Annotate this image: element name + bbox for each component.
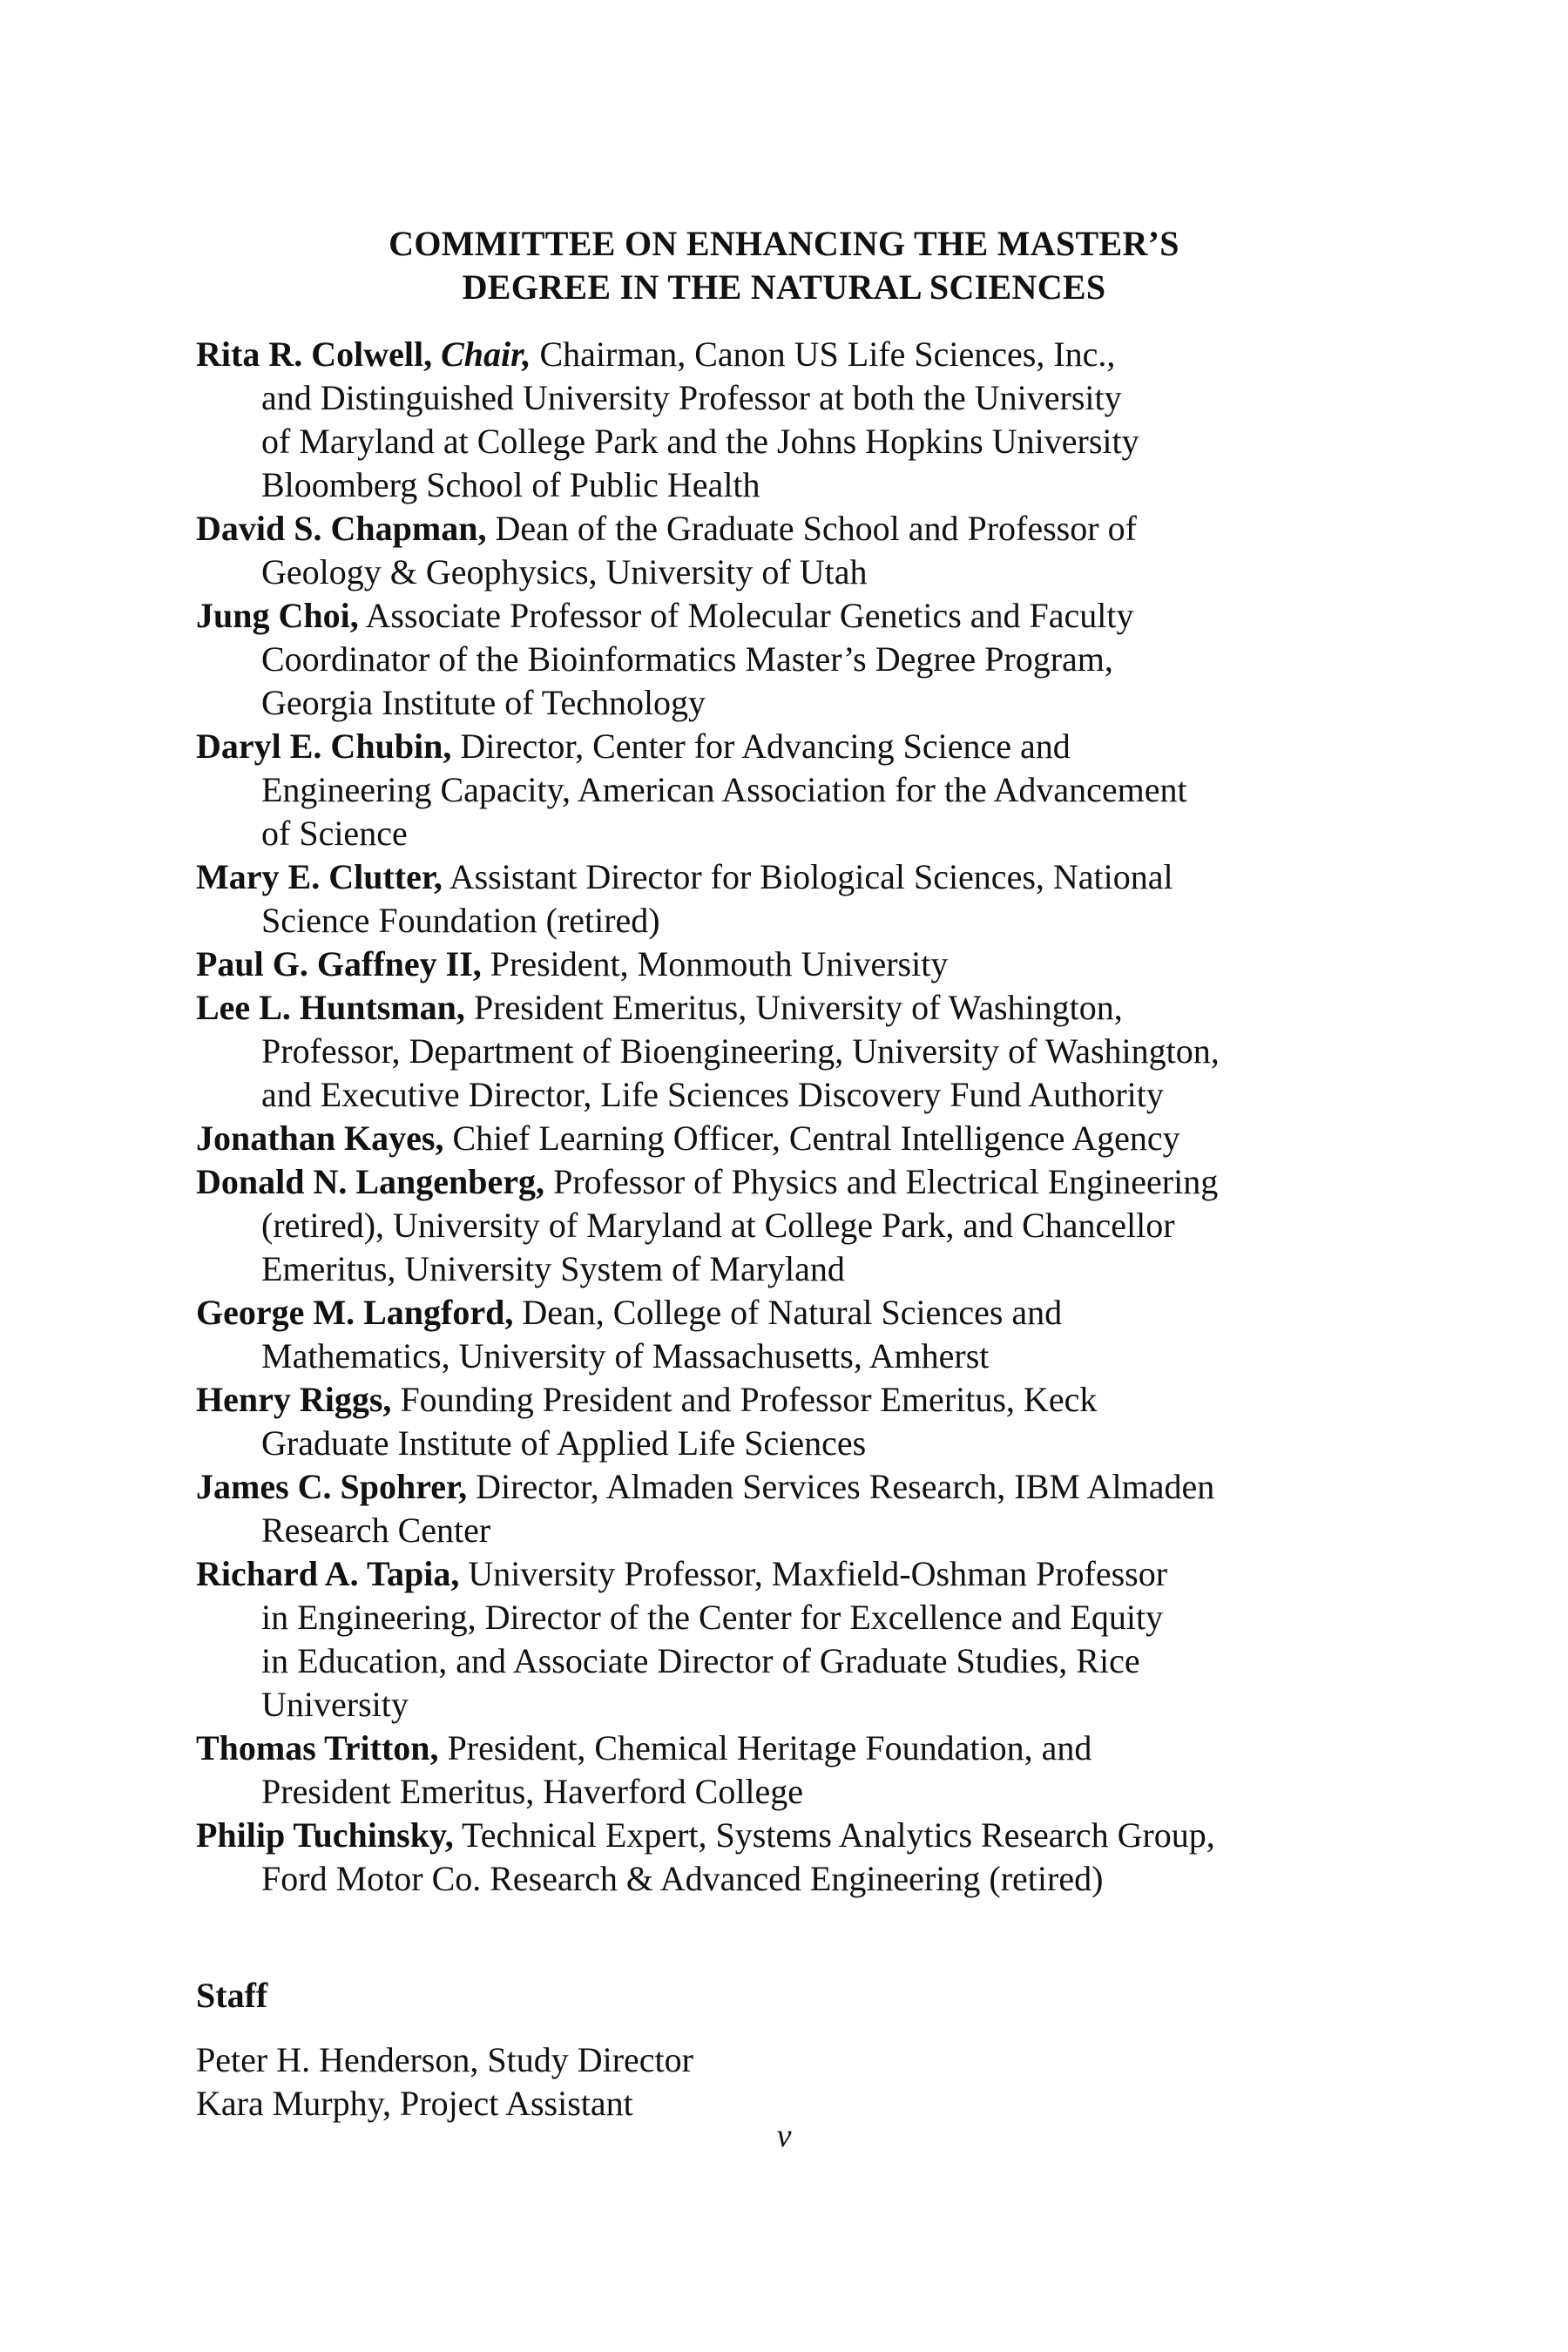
staff-heading: Staff: [196, 1976, 268, 2015]
title-line-2: DEGREE IN THE NATURAL SCIENCES: [462, 267, 1106, 307]
member-description: Chairman, Canon US Life Sciences, Inc., and Distinguished University Professor at both the University of Maryland at College Park and the Johns Hopkins University Bloomberg School of Public Health: [261, 335, 1139, 504]
member-description: Technical Expert, Systems Analytics Research Group, Ford Motor Co. Research & Advanced Engineering (retired): [261, 1815, 1215, 1898]
member-entry: [196, 333, 1433, 507]
member-name: Daryl E. Chubin,: [196, 727, 452, 766]
committee-title: [0, 222, 1568, 309]
staff-item: Peter H. Henderson, Study Director: [196, 2040, 693, 2079]
member-entry: [196, 855, 1433, 943]
member-description: Dean, College of Natural Sciences and Mathematics, University of Massachusetts, Amherst: [261, 1293, 1063, 1375]
member-description: Dean of the Graduate School and Professor of Geology & Geophysics, University of Utah: [261, 509, 1137, 591]
member-entry: [196, 1727, 1433, 1814]
member-name: George M. Langford,: [196, 1293, 514, 1332]
member-list: [196, 333, 1433, 1901]
member-name: Lee L. Huntsman,: [196, 988, 465, 1027]
member-name: Jonathan Kayes,: [196, 1119, 444, 1158]
member-entry: [196, 507, 1433, 594]
member-description: President Emeritus, University of Washington, Professor, Department of Bioengineering, University of Washington, and Executive Director, Life Sciences Discovery Fund Authority: [261, 988, 1220, 1114]
member-description: Assistant Director for Biological Sciences, National Science Foundation (retired): [261, 857, 1173, 940]
member-name: Donald N. Langenberg,: [196, 1162, 545, 1201]
page-number: v: [776, 2118, 792, 2154]
title-line-1: COMMITTEE ON ENHANCING THE MASTER’S: [389, 224, 1179, 263]
member-description: Director, Center for Advancing Science and Engineering Capacity, American Association for the Advancement of Science: [261, 727, 1187, 853]
staff-item: Kara Murphy, Project Assistant: [196, 2084, 633, 2123]
member-entry: [196, 986, 1433, 1117]
member-entry: [196, 1814, 1433, 1901]
member-description: President, Chemical Heritage Foundation, and President Emeritus, Haverford College: [261, 1728, 1092, 1811]
member-name: Paul G. Gaffney II,: [196, 944, 482, 983]
member-name: James C. Spohrer,: [196, 1467, 468, 1506]
member-entry: [196, 1160, 1433, 1291]
member-entry: [196, 1465, 1433, 1552]
member-description: Founding President and Professor Emeritus, Keck Graduate Institute of Applied Life Sciences: [261, 1380, 1098, 1463]
member-name: Rita R. Colwell,: [196, 335, 433, 374]
member-description: University Professor, Maxfield-Oshman Professor in Engineering, Director of the Center for Excellence and Equity in Education, and Associate Director of Graduate Studies, Rice University: [261, 1554, 1168, 1724]
member-name: David S. Chapman,: [196, 509, 487, 548]
member-role: Chair,: [441, 335, 531, 374]
member-name: Thomas Tritton,: [196, 1728, 439, 1767]
member-name: Mary E. Clutter,: [196, 857, 443, 896]
member-description: President, Monmouth University: [490, 944, 949, 983]
member-description: Director, Almaden Services Research, IBM Almaden Research Center: [261, 1467, 1215, 1550]
member-description: Associate Professor of Molecular Genetics and Faculty Coordinator of the Bioinformatics Master’s Degree Program, Georgia Institute of Technology: [261, 596, 1134, 722]
member-entry: [196, 943, 1433, 986]
member-name: Philip Tuchinsky,: [196, 1815, 454, 1855]
member-entry: [196, 1291, 1433, 1378]
member-description: Chief Learning Officer, Central Intelligence Agency: [452, 1119, 1180, 1158]
staff-list: [196, 2038, 693, 2126]
member-entry: [196, 725, 1433, 855]
member-entry: [196, 1378, 1433, 1465]
member-name: Richard A. Tapia,: [196, 1554, 460, 1593]
member-name: Jung Choi,: [196, 596, 359, 635]
member-entry: [196, 1552, 1433, 1727]
member-entry: [196, 1117, 1433, 1160]
member-entry: [196, 594, 1433, 725]
member-name: Henry Riggs,: [196, 1380, 392, 1419]
member-description: Professor of Physics and Electrical Engineering (retired), University of Maryland at College Park, and Chancellor Emeritus, University System of Maryland: [261, 1162, 1219, 1288]
